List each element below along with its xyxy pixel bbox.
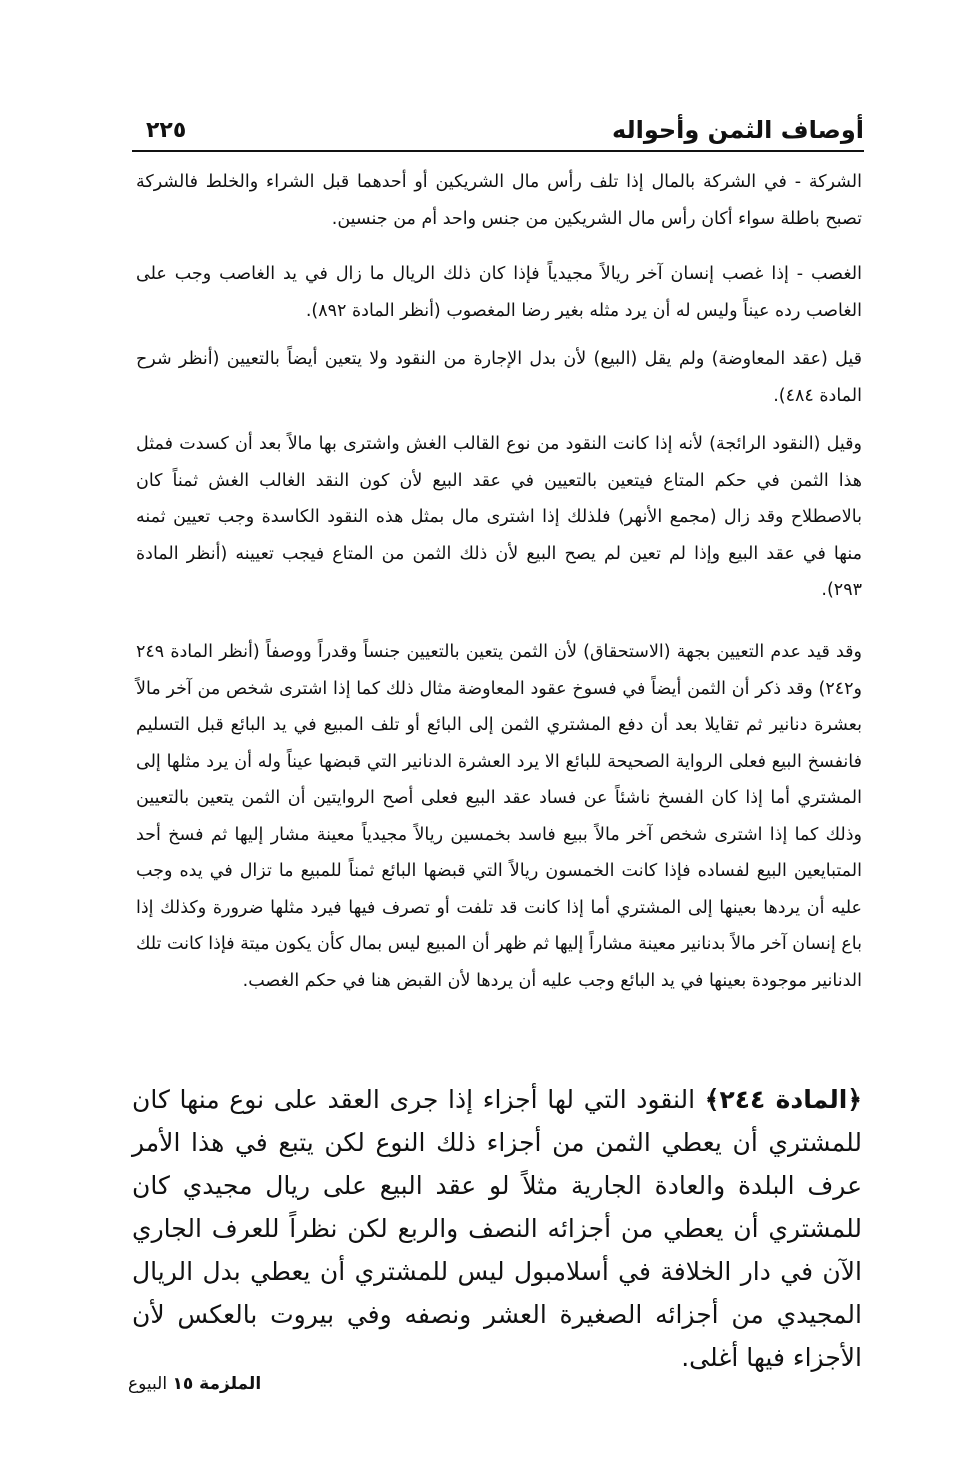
running-title: أوصاف الثمن وأحواله <box>612 116 864 144</box>
article-text: النقود التي لها أجزاء إذا جرى العقد على نوع منها كان للمشتري أن يعطي الثمن من أجزاء ذلك النوع لكن يتبع في هذا الأمر عرف البلدة والعادة الجارية مثلاً لو عقد البيع على ريال مجيدي كان للمشتري أن يعطي من أجزائه النصف والربع لكن نظراً للعرف الجاري الآن في دار الخلافة في أسلامبول ليس للمشتري أن يعطي بدل الريال المجيدي من أجزائه الصغيرة العشر ونصفه وفي بيروت بالعكس لأن الأجزاء فيها أغلى. <box>132 1085 862 1372</box>
article-paragraph <box>132 1078 862 1379</box>
note-paragraph: قيل (عقد المعاوضة) ولم يقل (البيع) لأن بدل الإجارة من النقود ولا يتعين أيضاً بالتعيين (أنظر شرح المادة ٤٨٤). <box>136 349 862 406</box>
article-label: ﴿المادة ٢٤٤﴾ <box>704 1085 863 1114</box>
note-paragraph: وقيل (النقود الرائجة) لأنه إذا كانت النقود من نوع القالب الغش واشترى بها مالاً بعد أن كسدت فمثل هذا الثمن في حكم المتاع فيتعين بالتعيين في عقد البيع لأن كون النقد الغالب الغش ثمناً كان بالاصطلاح وقد زال (مجمع الأنهر) فلذلك إذا اشترى مال بمثل هذه النقود الكاسدة وجب تعيين ثمنه منها في عقد البيع وإذا لم تعين لم يصح البيع لأن ذلك الثمن من المتاع فيجب تعيينه (أنظر المادة ٢٩٣). <box>136 434 862 600</box>
note-paragraph: الغصب - إذا غصب إنسان آخر ريالاً مجيدياً فإذا كان ذلك الريال ما زال في يد الغاصب وجب على الغاصب رده عيناً وليس له أن يرد مثله بغير رضا المغصوب (أنظر المادة ٨٩٢). <box>136 264 862 321</box>
note-paragraph: وقد قيد عدم التعيين بجهة (الاستحقاق) لأن الثمن يتعين بالتعيين جنساً وقدراً ووصفاً (أنظر المادة ٢٤٩ و٢٤٢) وقد ذكر أن الثمن أيضاً في فسوخ عقود المعاوضة مثال ذلك كما إذا اشترى شخص من آخر مالاً بعشرة دنانير ثم تقايلا بعد أن دفع المشتري الثمن إلى البائع أو تلف المبيع في يد البائع قبل التسليم فانفسخ البيع فعلى الرواية الصحيحة للبائع الا يرد العشرة الدنانير التي قبضها عيناً وله أن يرد مثلها إلى المشتري أما إذا كان الفسخ ناشئاً عن فساد عقد البيع فعلى أصح الروايتين أن الثمن يتعين بالتعيين وذلك كما إذا اشترى شخص آخر مالاً ببيع فاسد بخمسين ريالاً مجيدياً معينة مشار إليها ثم فسخ أحد المتبايعين البيع لفساده فإذا كانت الخمسون ريالاً التي قبضها البائع ثمناً للمبيع ما تزال في يده وجب عليه أن يردها بعينها إلى المشتري أما إذا كانت قد تلفت أو تصرف فيها فيرد مثلها ضرورة وكذلك إذا باع إنسان آخر مالاً بدنانير معينة مشاراً إليها ثم ظهر أن المبيع ليس بمال كأن يكون ميتة فإذا كانت تلك الدنانير موجودة بعينها في يد البائع وجب عليه أن يردها لأن القبض هنا في حكم الغصب. <box>136 642 862 991</box>
page-number: ٢٢٥ <box>146 118 187 143</box>
page-footer <box>128 1374 261 1394</box>
note-paragraph: الشركة - في الشركة بالمال إذا تلف رأس مال الشريكين أو أحدهما قبل الشراء والخلط فالشركة تصبح باطلة سواء أكان رأس مال الشريكين من جنس واحد أم من جنسين. <box>136 172 862 229</box>
signature-mark: الملزمة ١٥ <box>172 1374 262 1394</box>
section-name: البيوع <box>128 1374 168 1394</box>
header-rule <box>132 150 864 152</box>
